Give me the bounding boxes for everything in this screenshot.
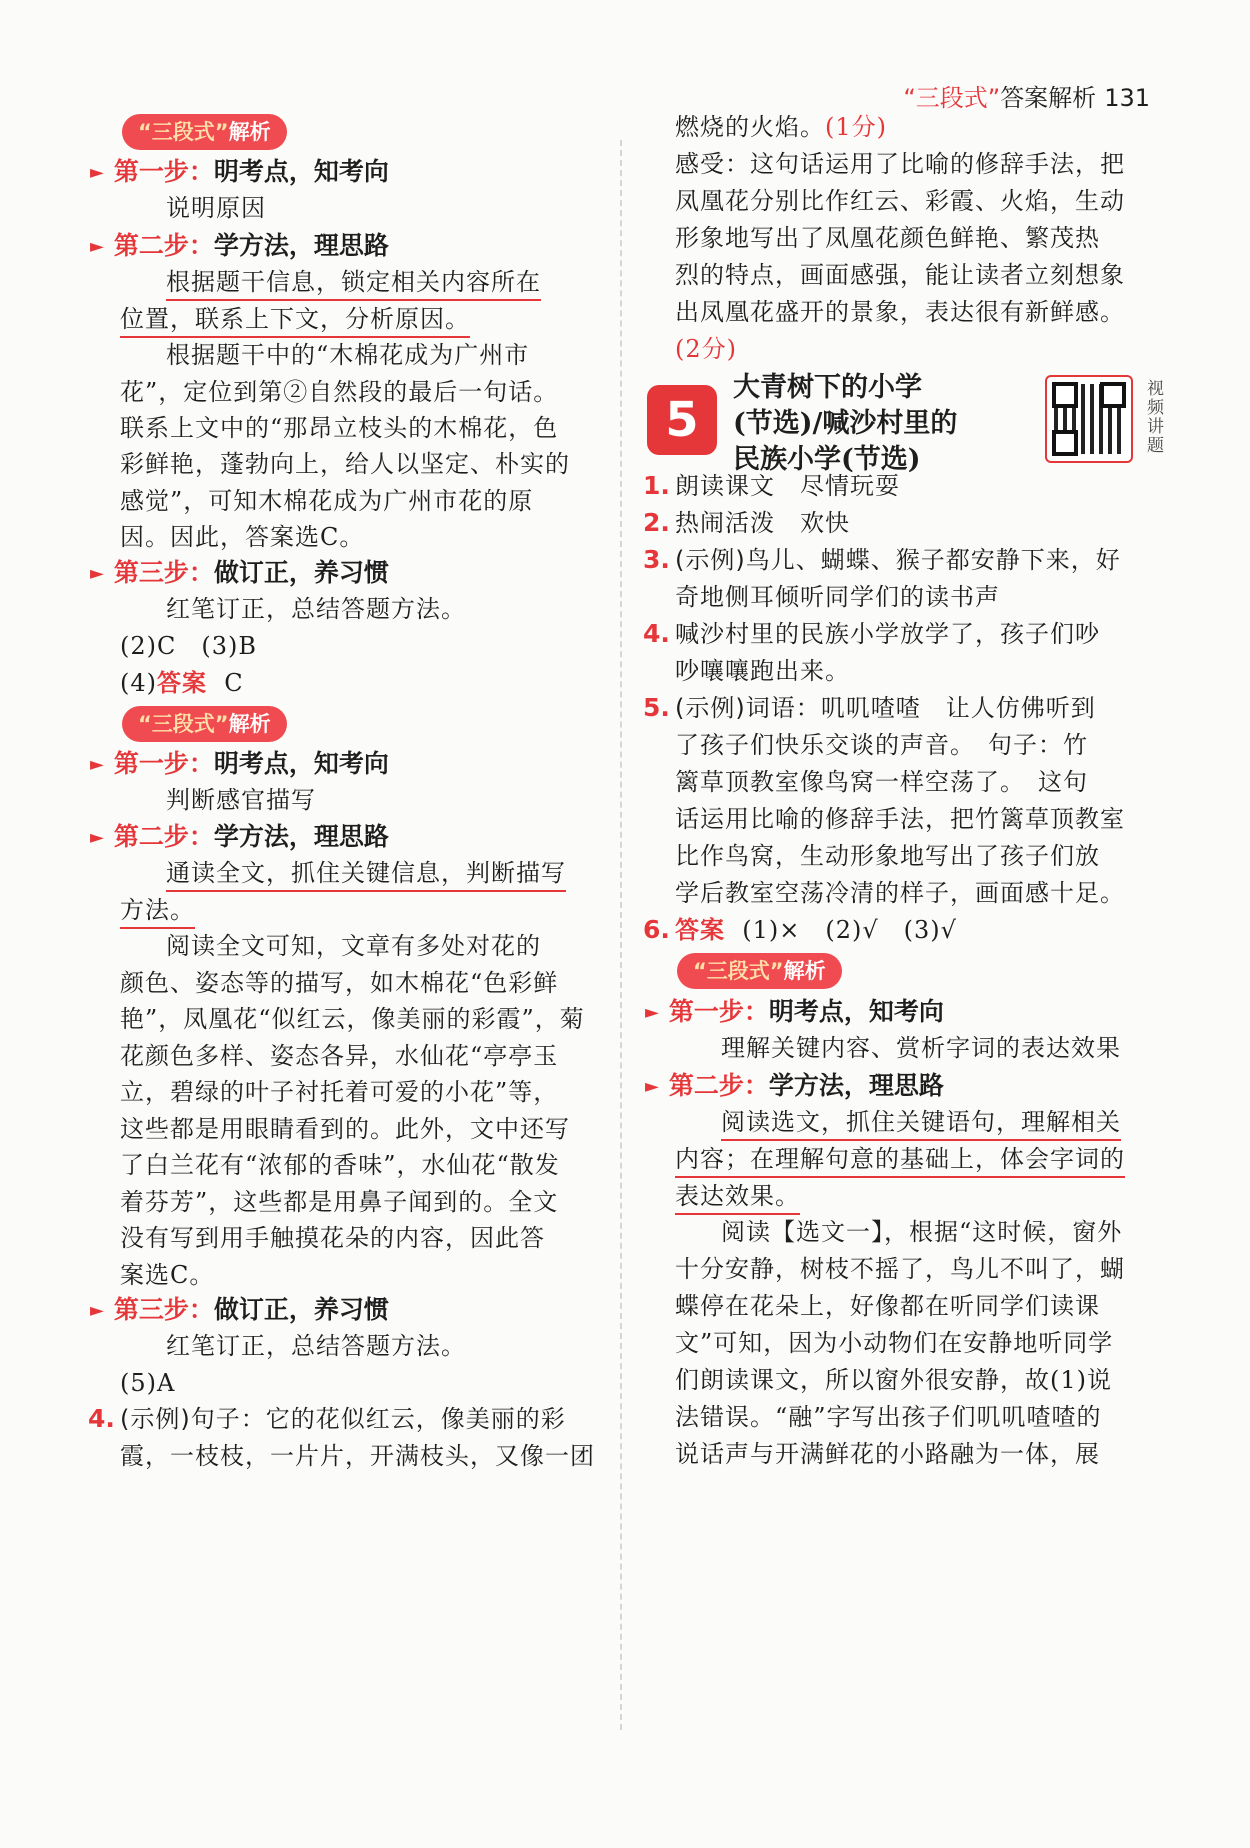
step-two-heading: ► 第二步：学方法，理思路 <box>90 231 389 260</box>
method-line: 根据题干信息，锁定相关内容所在 <box>166 265 541 299</box>
analysis-line: 这些都是用眼睛看到的。此外，文中还写 <box>120 1115 570 1143</box>
analysis-line: 因。因此，答案选C。 <box>120 523 365 551</box>
answer-line: 学后教室空荡冷清的样子，画面感十足。 <box>675 879 1125 907</box>
analysis-line: 十分安静，树枝不摇了，鸟儿不叫了，蝴 <box>675 1255 1125 1283</box>
step-one-text: 判断感官描写 <box>166 786 316 814</box>
header-title: 答案解析 <box>1000 84 1097 112</box>
analysis-line: 文”可知，因为小动物们在安静地听同学 <box>675 1329 1114 1357</box>
question-number: 2. <box>643 508 670 537</box>
arrow-icon: ► <box>90 754 104 775</box>
arrow-icon: ► <box>90 162 104 183</box>
step-three-text: 红笔订正，总结答题方法。 <box>166 595 466 623</box>
lesson-number-badge: 5 <box>647 385 717 455</box>
step-three-heading: ► 第三步：做订正，养习惯 <box>90 558 389 587</box>
analysis-line: 艳”，凤凰花“似红云，像美丽的彩霞”，菊 <box>120 1005 585 1033</box>
arrow-icon: ► <box>645 1002 659 1023</box>
answer-line: 篱草顶教室像鸟窝一样空荡了。 这句 <box>675 768 1088 796</box>
step-one-text: 说明原因 <box>166 194 266 222</box>
answer-line: (示例)词语：叽叽喳喳 让人仿佛听到 <box>675 694 1096 722</box>
qr-marker <box>1052 382 1078 408</box>
arrow-icon: ► <box>90 236 104 257</box>
answer-line: 答案 (1)× (2)√ (3)√ <box>675 916 957 944</box>
answer-line: 喊沙村里的民族小学放学了，孩子们吵 <box>675 620 1100 648</box>
question-number: 1. <box>643 471 670 500</box>
page-number: 131 <box>1104 84 1150 112</box>
analysis-line: 根据题干中的“木棉花成为广州市 <box>166 341 530 369</box>
analysis-line: 说话声与开满鲜花的小路融为一体，展 <box>675 1440 1100 1468</box>
header-quoted: “三段式” <box>903 84 1001 112</box>
answer-line: (2)C (3)B <box>120 632 257 660</box>
method-line: 方法。 <box>120 893 195 927</box>
analysis-line: 阅读【选文一】，根据“这时候，窗外 <box>721 1218 1123 1246</box>
step-one-text: 理解关键内容、赏析字词的表达效果 <box>721 1034 1121 1062</box>
video-explanation-label: 视频讲题 <box>1147 379 1164 456</box>
answer-line: 热闹活泼 欢快 <box>675 509 850 537</box>
answer-continuation: 形象地写出了凤凰花颜色鲜艳、繁茂热 <box>675 224 1100 252</box>
answer-line: (示例)鸟儿、蝴蝶、猴子都安静下来，好 <box>675 546 1121 574</box>
answer-line: 话运用比喻的修辞手法，把竹篱草顶教室 <box>675 805 1125 833</box>
analysis-line: 花颜色多样、姿态各异，水仙花“亭亭玉 <box>120 1042 559 1070</box>
analysis-line: 没有写到用手触摸花朵的内容，因此答 <box>120 1224 545 1252</box>
analysis-line: 阅读全文可知，文章有多处对花的 <box>166 932 541 960</box>
qr-code-icon[interactable] <box>1045 375 1133 463</box>
question-number: 4. <box>88 1404 115 1433</box>
arrow-icon: ► <box>90 827 104 848</box>
analysis-line: 们朗读课文，所以窗外很安静，故(1)说 <box>675 1366 1112 1394</box>
method-line: 位置，联系上下文，分析原因。 <box>120 302 470 336</box>
analysis-line: 法错误。“融”字写出孩子们叽叽喳喳的 <box>675 1403 1102 1431</box>
question-number: 4. <box>643 619 670 648</box>
analysis-line: 彩鲜艳，蓬勃向上，给人以坚定、朴实的 <box>120 450 570 478</box>
answer-continuation: 凤凰花分别比作红云、彩霞、火焰，生动 <box>675 187 1125 215</box>
page-header <box>903 78 1150 113</box>
step-three-text: 红笔订正，总结答题方法。 <box>166 1332 466 1360</box>
analysis-line: 了白兰花有“浓郁的香味”，水仙花“散发 <box>120 1151 560 1179</box>
answer-line: (4)答案 C <box>120 669 244 697</box>
question-number: 5. <box>643 693 670 722</box>
score-label: (2分) <box>675 335 737 363</box>
step-one-heading: ► 第一步：明考点，知考向 <box>90 157 389 186</box>
step-two-heading: ► 第二步：学方法，理思路 <box>645 1071 944 1100</box>
answer-line: 奇地侧耳倾听同学们的读书声 <box>675 583 1000 611</box>
analysis-line: 颜色、姿态等的描写，如木棉花“色彩鲜 <box>120 969 559 997</box>
analysis-line: 联系上文中的“那昂立枝头的木棉花，色 <box>120 414 559 442</box>
answer-continuation: 出凤凰花盛开的景象，表达很有新鲜感。 <box>675 298 1125 326</box>
answer-continuation: 烈的特点，画面感强，能让读者立刻想象 <box>675 261 1125 289</box>
step-one-heading: ► 第一步：明考点，知考向 <box>645 997 944 1026</box>
step-three-heading: ► 第三步：做订正，养习惯 <box>90 1295 389 1324</box>
answer-line: 吵嚷嚷跑出来。 <box>675 657 850 685</box>
method-line: 表达效果。 <box>675 1179 800 1213</box>
column-divider <box>620 140 622 1730</box>
lesson-title-line: 民族小学(节选) <box>733 444 921 475</box>
method-line: 通读全文，抓住关键信息，判断描写 <box>166 856 566 890</box>
answer-line: 比作鸟窝，生动形象地写出了孩子们放 <box>675 842 1100 870</box>
answer-line: (5)A <box>120 1369 176 1397</box>
analysis-line: 着芬芳”，这些都是用鼻子闻到的。全文 <box>120 1188 559 1216</box>
method-line: 阅读选文，抓住关键语句，理解相关 <box>721 1105 1121 1139</box>
analysis-line: 立，碧绿的叶子衬托着可爱的小花”等， <box>120 1078 559 1106</box>
analysis-line: 感觉”，可知木棉花成为广州市花的原 <box>120 487 534 515</box>
answer-line: 了孩子们快乐交谈的声音。 句子：竹 <box>675 731 1088 759</box>
answer-continuation: 燃烧的火焰。(1分) <box>675 113 887 141</box>
question-number: 6. <box>643 915 670 944</box>
answer-continuation: 感受：这句话运用了比喻的修辞手法，把 <box>675 150 1125 178</box>
step-two-heading: ► 第二步：学方法，理思路 <box>90 822 389 851</box>
three-step-badge: “三段式”解析 <box>122 114 287 150</box>
question-line: (示例)句子：它的花似红云，像美丽的彩 <box>120 1405 566 1433</box>
qr-marker <box>1052 430 1078 456</box>
question-number: 3. <box>643 545 670 574</box>
method-line: 内容；在理解句意的基础上，体会字词的 <box>675 1142 1125 1176</box>
three-step-badge: “三段式”解析 <box>122 706 287 742</box>
analysis-line: 花”，定位到第②自然段的最后一句话。 <box>120 378 559 406</box>
lesson-title-line: 大青树下的小学 <box>733 372 922 403</box>
arrow-icon: ► <box>90 1300 104 1321</box>
question-line: 霞，一枝枝，一片片，开满枝头，又像一团 <box>120 1442 595 1470</box>
arrow-icon: ► <box>645 1076 659 1097</box>
lesson-title-line: (节选)/喊沙村里的 <box>733 408 958 439</box>
three-step-badge: “三段式”解析 <box>677 953 842 989</box>
analysis-line: 蝶停在花朵上，好像都在听同学们读课 <box>675 1292 1100 1320</box>
step-one-heading: ► 第一步：明考点，知考向 <box>90 749 389 778</box>
arrow-icon: ► <box>90 563 104 584</box>
qr-marker <box>1100 382 1126 408</box>
analysis-line: 案选C。 <box>120 1261 215 1289</box>
answer-line: 朗读课文 尽情玩耍 <box>675 472 900 500</box>
